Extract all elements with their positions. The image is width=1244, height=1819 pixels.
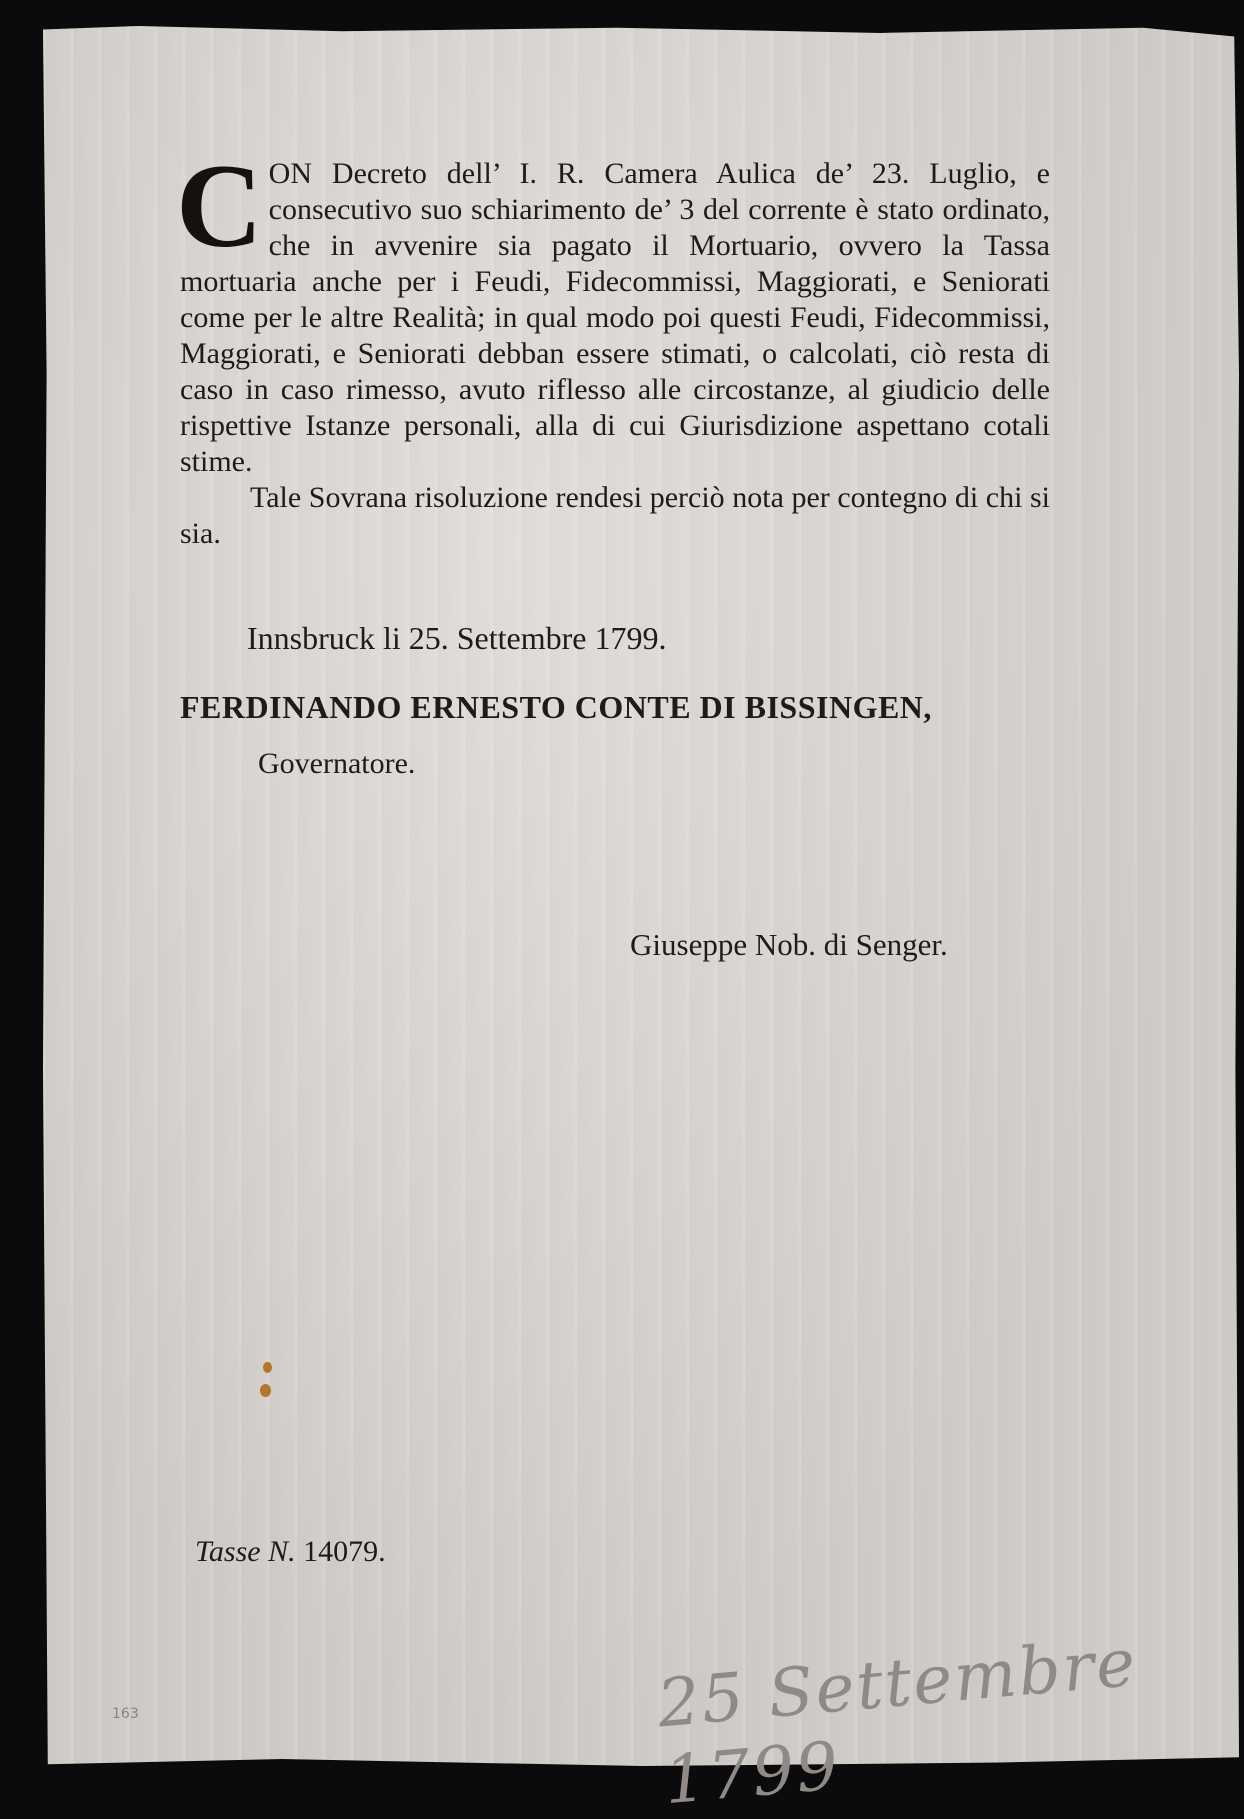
tax-reference (195, 1535, 386, 1569)
tax-label: Tasse N. (195, 1535, 296, 1568)
clerk-signature: Giuseppe Nob. di Senger. (630, 927, 948, 962)
decree-paragraph-1 (176, 139, 1050, 480)
handwritten-date: 25 Settembre 1799 (654, 1623, 1141, 1819)
dateline: Innsbruck li 25. Settembre 1799. (247, 620, 667, 656)
drop-cap: C (176, 139, 263, 272)
decree-text (176, 139, 1050, 552)
pencil-archive-number: 163 (112, 1706, 139, 1722)
stain-spot-1 (263, 1362, 272, 1373)
tax-number: 14079. (303, 1535, 386, 1568)
decree-paragraph-2: Tale Sovrana risoluzione rendesi perciò nota per contegno di chi si sia. (180, 481, 1050, 550)
decree-paragraph-1-text: ON Decreto dell’ I. R. Camera Aulica de’ 23. Luglio, e consecutivo suo schiarimento de’ 3 del corrente è stato ordinato, che in avvenire sia pagato il Mortuario, ovvero la Tassa mortuaria anche per i Feudi, Fidecommissi, Maggiorati, e Seniorati come per le altre Realità; in qual modo poi questi Feudi, Fidecommissi, Maggiorati, e Seniorati debban essere stimati, o calcolati, ciò resta di caso in caso rimesso, avuto riflesso alle circostanze, al giudicio delle rispettive Istanze personali, alla di cui Giurisdizione aspettano cotali stime. (180, 157, 1050, 478)
signatory-name: FERDINANDO ERNESTO CONTE DI BISSINGEN, (180, 689, 932, 725)
stain-spot-2 (260, 1384, 271, 1397)
signatory-role: Governatore. (258, 747, 416, 780)
